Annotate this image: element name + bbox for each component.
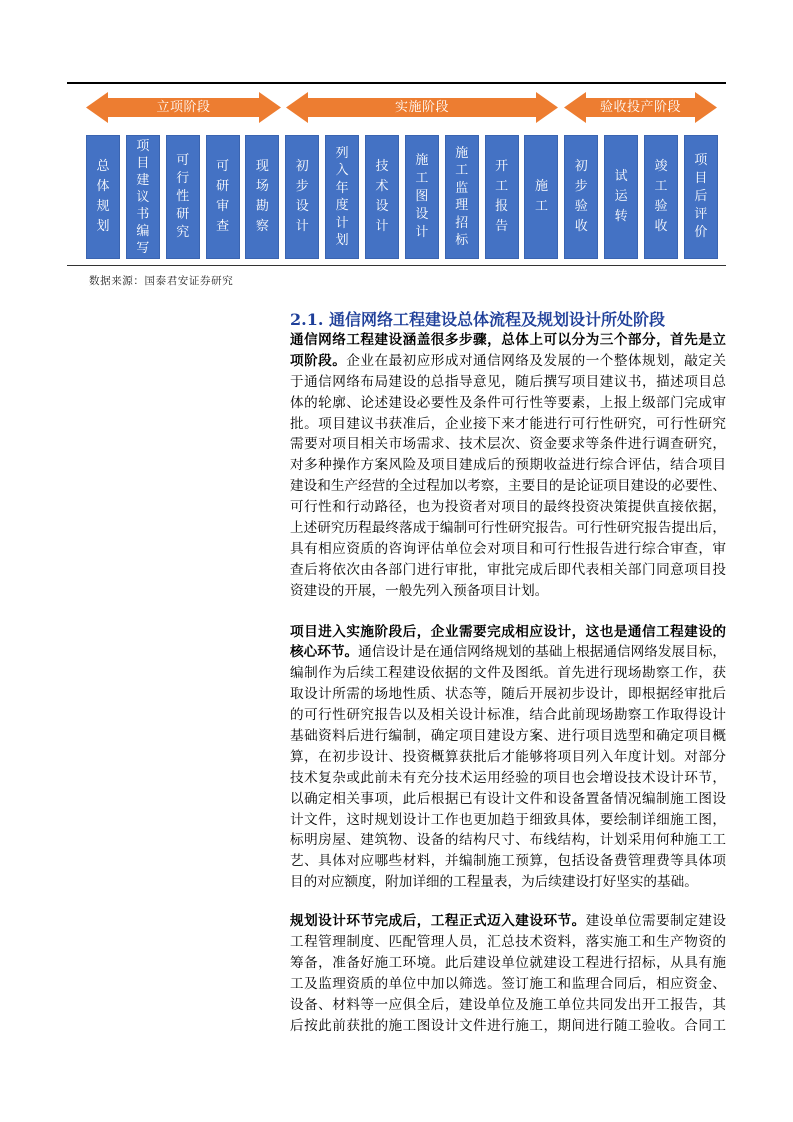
process-step-label: 可研审查 [216, 159, 230, 234]
process-step-box [405, 135, 439, 259]
phase-label: 立项阶段 [156, 100, 211, 115]
process-step-box [644, 135, 678, 259]
process-step-box [684, 135, 718, 259]
paragraph-line [290, 642, 726, 663]
body-text: 技术复杂或此前未有充分技术运用经验的项目也会增设技术设计环节， [290, 769, 726, 786]
process-step-box [325, 135, 359, 259]
paragraph-line [290, 560, 726, 581]
paragraph-line [290, 372, 726, 393]
paragraph-line [290, 953, 726, 974]
body-text: 具有相应资质的咨询评估单位会对项目和可行性报告进行综合审查，审 [290, 540, 726, 557]
paragraph-line [290, 851, 726, 872]
process-step-box [126, 135, 160, 259]
bold-lead-text: 规划设计环节完成后，工程正式迈入建设环节。 [290, 912, 586, 929]
bold-lead-text: 核心环节。 [290, 644, 359, 661]
body-text: 上述研究历程最终落成于编制可行性研究报告。可行性研究报告提出后， [290, 520, 726, 537]
phase-arrow-implementation [286, 92, 558, 123]
body-text: 的可行性研究报告以及相关设计标准，结合此前现场勘察工作取得设计 [290, 707, 726, 724]
paragraph-line [290, 872, 726, 893]
body-text: 通信设计是在通信网络规划的基础上根据通信网络发展目标， [358, 644, 727, 661]
paragraph-line [290, 995, 726, 1016]
body-text: 取设计所需的场地性质、状态等，随后开展初步设计，即根据经审批后 [290, 686, 726, 703]
process-step-label: 可行性研究 [176, 153, 190, 240]
process-step-box [564, 135, 598, 259]
paragraph-line [290, 911, 726, 932]
body-text: 资建设的开展，一般先列入预备项目计划。 [290, 582, 549, 599]
body-text: 编制作为后续工程建设依据的文件及图纸。首先进行现场勘察工作，获 [290, 665, 726, 682]
paragraph-line [290, 476, 726, 497]
body-text: 标明房屋、建筑物、设备的结构尺寸、布线结构，计划采用何种施工工 [290, 832, 726, 849]
body-text: 体的轮廓、论述建设必要性及条件可行性等要素，上报上级部门完成审 [290, 394, 726, 411]
phase-arrow-initiation [86, 92, 281, 123]
paragraph-line [290, 581, 726, 602]
paragraph-line [290, 455, 726, 476]
figure-source-note: 数据来源：国泰君安证券研究 [89, 275, 234, 287]
process-step-box [206, 135, 240, 259]
paragraph-line [290, 747, 726, 768]
process-step-box [365, 135, 399, 259]
paragraph-line [290, 414, 726, 435]
process-step-box [604, 135, 638, 259]
process-step-label: 竣工验收 [654, 159, 668, 234]
body-text: 计文件，这时规划设计工作也更加趋于细致具体，要绘制详细施工图， [290, 811, 726, 828]
body-text: 建设单位需要制定建设 [585, 912, 727, 929]
paragraph-line [290, 497, 726, 518]
paragraph-line [290, 434, 726, 455]
body-text: 以确定相关事项，此后根据已有设计文件和设备置备情况编制施工图设 [290, 790, 726, 807]
process-step-label: 施工监理招标 [455, 145, 469, 248]
paragraph-line [290, 974, 726, 995]
process-step-box [285, 135, 319, 259]
paragraph-line [290, 663, 726, 684]
paragraph-line [290, 622, 726, 643]
process-step-label: 总体规划 [96, 159, 110, 234]
process-step-label: 列入年度计划 [335, 145, 349, 248]
section-heading [290, 310, 665, 330]
process-step-label: 试运转 [614, 169, 628, 224]
body-text: 查后将依次由各部门进行审批，审批完成后即代表相关部门同意项目投 [290, 561, 726, 578]
paragraph-line [290, 393, 726, 414]
process-step-box [485, 135, 519, 259]
body-text: 对多种操作方案风险及项目建成后的预期收益进行综合评估，结合项目 [290, 457, 726, 474]
header-rule [67, 82, 726, 84]
bold-lead-text: 项目进入实施阶段后，企业需要完成相应设计，这也是通信工程建设的 [290, 623, 726, 640]
process-step-label: 初步验收 [574, 159, 588, 234]
process-step-label: 施工图设计 [415, 153, 429, 240]
process-step-label: 初步设计 [295, 159, 309, 234]
process-step-box [524, 135, 558, 259]
process-step-label: 施工 [534, 179, 548, 214]
paragraph-line [290, 1016, 726, 1037]
section-number: 2.1. [290, 310, 324, 329]
process-step-label: 项目后评价 [694, 153, 708, 240]
paragraph-line [290, 351, 726, 372]
paragraph-initiation-phase [290, 330, 726, 602]
figure-rule [67, 265, 726, 266]
paragraph-construction-phase [290, 911, 726, 1038]
process-step-box [245, 135, 279, 259]
body-text: 工程管理制度、匹配管理人员，汇总技术资料，落实施工和生产物资的 [290, 933, 726, 950]
body-text: 建设和生产经营的全过程加以考察，主要目的是论证项目建设的必要性、 [290, 478, 726, 495]
paragraph-line [290, 768, 726, 789]
paragraph-implementation-phase [290, 622, 726, 894]
paragraph-line [290, 830, 726, 851]
paragraph-line [290, 789, 726, 810]
process-step-label: 开工报告 [495, 159, 509, 234]
body-text: 艺、具体对应哪些材料，并编制施工预算，包括设备费管理费等具体项 [290, 853, 726, 870]
body-text: 企业在最初应形成对通信网络及发展的一个整体规划，敲定关 [346, 352, 727, 369]
phase-label: 验收投产阶段 [599, 100, 681, 115]
section-title: 通信网络工程建设总体流程及规划设计所处阶段 [329, 310, 666, 329]
paragraph-line [290, 518, 726, 539]
paragraph-line [290, 539, 726, 560]
phase-arrow-acceptance [564, 92, 717, 123]
process-step-label: 项目建议书编写 [136, 138, 150, 256]
body-text: 工及监理资质的单位中加以筛选。签订施工和监理合同后，相应资金、 [290, 976, 726, 993]
process-step-label: 技术设计 [375, 159, 389, 234]
body-text: 后按此前获批的施工图设计文件进行施工，期间进行随工验收。合同工 [290, 1018, 726, 1035]
paragraph-line [290, 684, 726, 705]
bold-lead-text: 通信网络工程建设涵盖很多步骤，总体上可以分为三个部分，首先是立 [290, 332, 726, 348]
paragraph-line [290, 810, 726, 831]
paragraph-line [290, 932, 726, 953]
process-step-box [86, 135, 120, 259]
process-step-box [445, 135, 479, 259]
paragraph-line [290, 330, 726, 351]
body-text: 于通信网络布局建设的总指导意见，随后撰写项目建议书，描述项目总 [290, 373, 726, 390]
phase-label: 实施阶段 [394, 100, 449, 115]
body-text: 批。项目建议书获准后，企业接下来才能进行可行性研究，可行性研究 [290, 415, 726, 432]
body-text: 基础资料后进行编制，确定项目建设方案、进行项目选型和确定项目概 [290, 727, 726, 744]
body-text: 算，在初步设计、投资概算获批后才能够将项目列入年度计划。对部分 [290, 748, 726, 765]
process-step-label: 现场勘察 [255, 159, 269, 234]
paragraph-line [290, 726, 726, 747]
bold-lead-text: 项阶段。 [290, 352, 347, 369]
body-text: 需要对项目相关市场需求、技术层次、资金要求等条件进行调查研究， [290, 436, 726, 453]
body-text: 可行性和行动路径，也为投资者对项目的最终投资决策提供直接依据， [290, 499, 726, 516]
body-text: 筹备，准备好施工环境。此后建设单位就建设工程进行招标，从具有施 [290, 954, 726, 971]
process-step-row [86, 135, 718, 259]
body-text: 目的对应额度，附加详细的工程量表，为后续建设打好坚实的基础。 [290, 874, 698, 891]
process-step-box [166, 135, 200, 259]
paragraph-line [290, 705, 726, 726]
body-text: 设备、材料等一应俱全后，建设单位及施工单位共同发出开工报告，其 [290, 997, 726, 1014]
